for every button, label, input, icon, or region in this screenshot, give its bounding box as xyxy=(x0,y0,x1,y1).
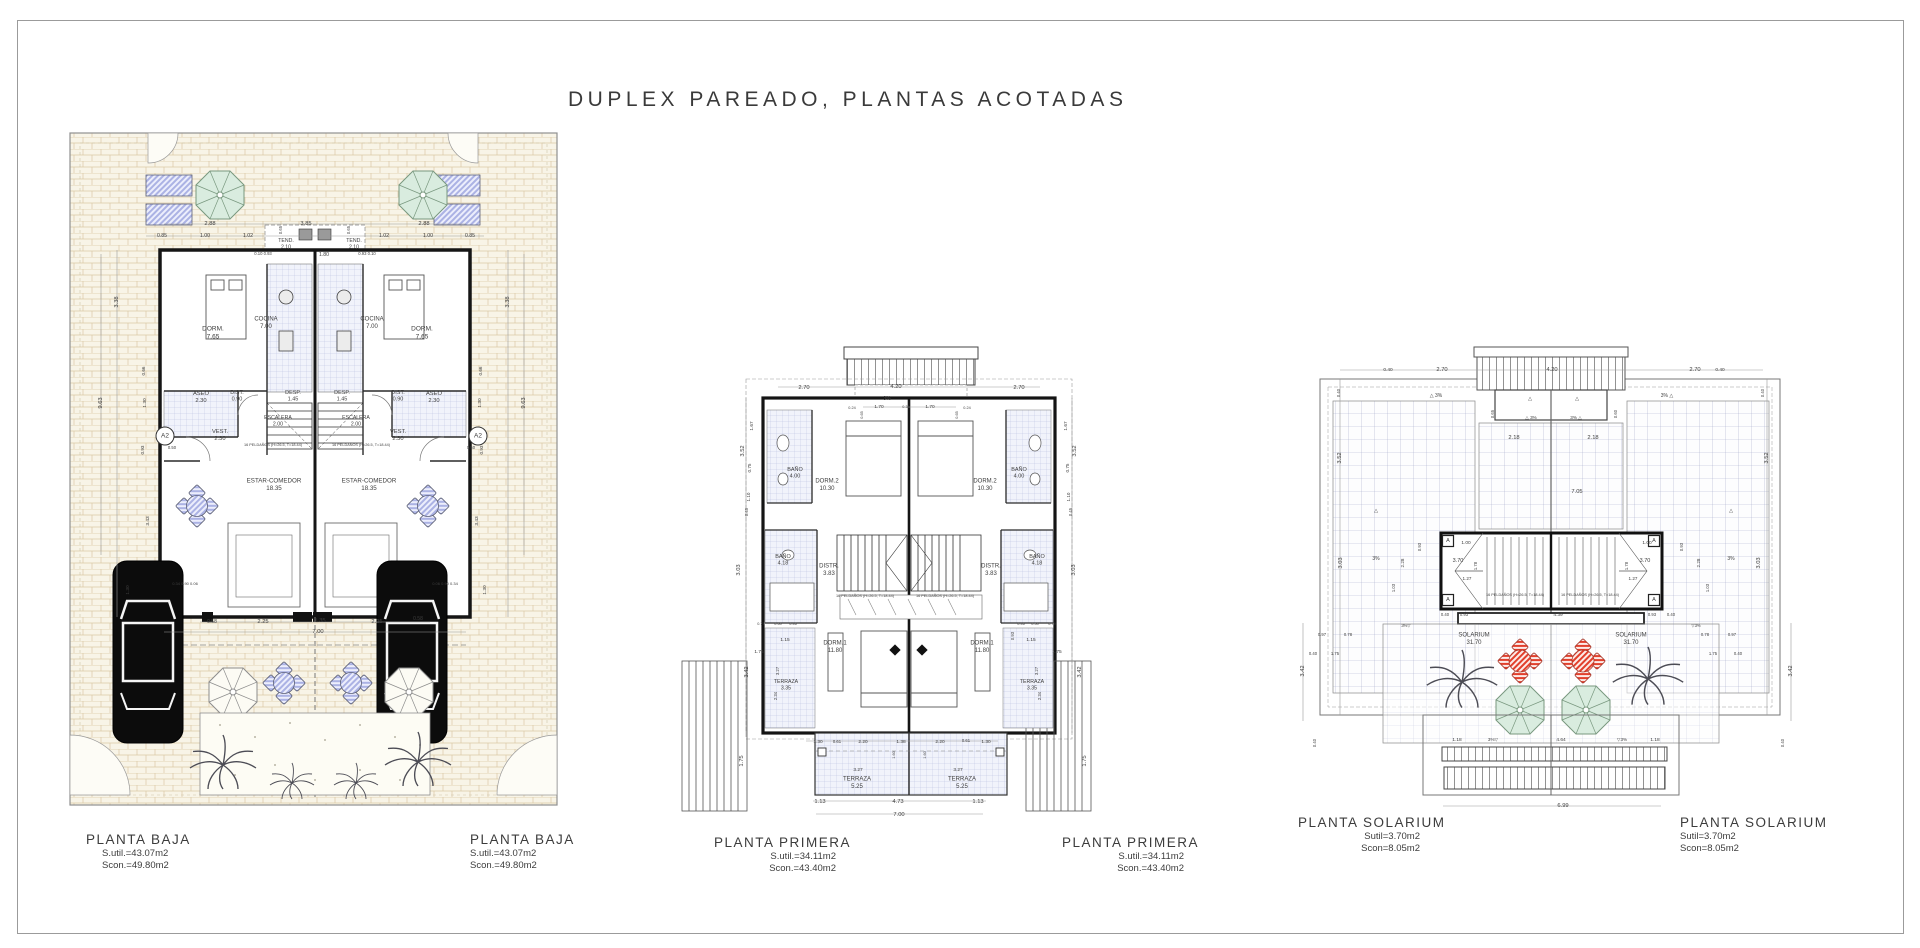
dim-label: 0.40 xyxy=(1666,612,1676,618)
dim-label: 6.99 xyxy=(1557,802,1569,809)
plan-planta-baja xyxy=(60,125,565,840)
dim-label: △ xyxy=(1374,508,1378,514)
dim-label: 1.60 xyxy=(891,751,896,759)
room-label: ESTAR-COMEDOR 18.35 xyxy=(246,477,302,492)
dim-label: 0.78 xyxy=(1700,632,1710,638)
dim-label: 2.70 xyxy=(1689,366,1701,373)
dim-label: 3.42 xyxy=(743,666,750,678)
dim-label: 3% xyxy=(1372,556,1380,562)
room-label: ESTAR-COMEDOR 18.35 xyxy=(341,477,397,492)
dim-label: 1.75 xyxy=(754,649,764,655)
dim-label: 0.66 xyxy=(478,366,484,376)
dim-label: 3% △ xyxy=(1570,415,1582,421)
dim-label: 2.18 xyxy=(1508,434,1520,441)
dim-label: 0.40 xyxy=(1312,738,1318,748)
umbrella-icon xyxy=(209,668,257,716)
room-label: COCINA 7.00 xyxy=(254,315,278,330)
dim-label: 0.10 0.93 xyxy=(254,251,272,257)
dim-label: 7.00 xyxy=(893,811,905,818)
room-label: DORM.2 10.30 xyxy=(815,477,839,492)
dim-label: 2.28 xyxy=(1696,558,1702,568)
dim-label: 0.65 xyxy=(1490,409,1496,419)
caption-line: Scon.=43.40m2 xyxy=(1117,863,1184,874)
dim-label: 0.40 xyxy=(1440,612,1450,618)
caption-line: S.util.=34.11m2 xyxy=(1118,851,1184,862)
dim-label: 0.40 xyxy=(1383,367,1393,373)
room-label: DORM.1 11.80 xyxy=(970,639,994,654)
dim-label: A2 xyxy=(161,432,169,440)
dim-label: 0.24 xyxy=(848,405,856,410)
dim-label: 0.65 xyxy=(954,411,959,419)
dim-label: 2.18 xyxy=(1587,434,1599,441)
dim-label: A xyxy=(1446,537,1450,544)
dim-label: 0.61 xyxy=(961,738,971,744)
dim-label: △ xyxy=(1528,396,1532,402)
dim-label: 0.34 0.90 0.06 xyxy=(172,581,198,587)
dim-label: 0.93 xyxy=(1010,631,1016,641)
room-label: DORM. 7.65 xyxy=(202,325,224,341)
dim-label: 0.79 xyxy=(1048,621,1056,626)
section-marker xyxy=(156,427,174,445)
dim-label: 3% xyxy=(883,395,891,402)
dim-label: 1.00 xyxy=(422,232,434,239)
room-label: COCINA 7.00 xyxy=(360,315,384,330)
room-label: DISTR. 3.83 xyxy=(819,562,839,577)
dim-label: 3.52 xyxy=(739,445,746,457)
dim-label: 0.40 xyxy=(1336,388,1342,398)
room-label: BAÑO 4.18 xyxy=(775,553,791,567)
dim-label: 0.66 xyxy=(141,366,147,376)
dim-label: 1.03 xyxy=(1705,583,1711,593)
dim-label: 0.60 xyxy=(1613,409,1619,419)
dim-label: 0.06 0.90 0.34 xyxy=(432,581,458,587)
dim-label: 3.38 xyxy=(504,296,511,308)
caption-line: Scon=8.05m2 xyxy=(1361,843,1420,854)
dim-label: 0.97 xyxy=(1727,632,1737,638)
dim-label: 1.18 xyxy=(1452,737,1462,743)
dim-label: 0.75 xyxy=(747,463,753,473)
pergola-hatch xyxy=(1442,747,1667,761)
section-marker xyxy=(1443,536,1454,547)
room-label: VEST. 2.30 xyxy=(211,428,229,442)
dim-label: 0.31 xyxy=(902,404,910,409)
caption-line: S.util.=34.11m2 xyxy=(770,851,836,862)
dim-label: 1.03 xyxy=(1391,583,1397,593)
dim-label: 1.75 xyxy=(738,755,745,767)
dim-label: 1.78 xyxy=(1473,561,1479,571)
dim-label: 2.34 xyxy=(1037,691,1043,701)
room-label: BAÑO 4.18 xyxy=(1029,553,1045,567)
dim-label: 1.13 xyxy=(972,798,984,805)
dim-label: 2.88 xyxy=(418,220,430,227)
room-label: TEND. 2.10 xyxy=(346,237,362,250)
room-label: ESCALERA 2.00 xyxy=(342,414,370,427)
section-marker xyxy=(1649,536,1660,547)
room-label: VEST. 2.30 xyxy=(389,428,407,442)
dim-label: 1.10 xyxy=(746,492,752,502)
dim-label: 0.40 xyxy=(1760,388,1766,398)
dim-label: △ xyxy=(1729,508,1733,514)
dim-label: 2.25 xyxy=(257,618,269,625)
dim-label: 3.52 xyxy=(1071,445,1078,457)
caption-line: S.util.=43.07m2 xyxy=(102,848,169,859)
dim-label: 0.65 xyxy=(278,225,284,235)
dim-label: 0.40 xyxy=(1733,651,1743,657)
dim-label: 0.85 xyxy=(464,232,476,239)
dim-label: 0.50 xyxy=(466,445,476,451)
dim-label: 1.30 xyxy=(142,398,148,408)
dim-label: 0.58 xyxy=(207,619,217,625)
room-label: TEND. 2.10 xyxy=(278,237,294,250)
dim-label: 0.97 xyxy=(1317,632,1327,638)
room-label: SOLARIUM 31.70 xyxy=(1615,631,1647,646)
caption-title: PLANTA BAJA xyxy=(86,832,191,847)
dim-label: 3.27 xyxy=(953,767,963,773)
dim-label: 4.20 xyxy=(1546,366,1558,373)
dim-label: 4.20 xyxy=(890,383,902,390)
section-marker xyxy=(469,427,487,445)
dim-label: 0.79 xyxy=(757,621,765,626)
dim-label: 0.85 xyxy=(156,232,168,239)
dim-label: △ 3% xyxy=(1429,393,1443,399)
umbrella-icon xyxy=(385,668,433,716)
dim-label: 3.03 xyxy=(735,564,742,576)
room-label: TERRAZA 3.35 xyxy=(1019,678,1045,691)
dim-label: 1.80 xyxy=(318,251,330,258)
umbrella-icon xyxy=(399,171,447,219)
dim-label: 3.27 xyxy=(853,767,863,773)
room-label: SOLARIUM 31.70 xyxy=(1458,631,1490,646)
section-marker xyxy=(1443,595,1454,606)
plan-planta-primera xyxy=(578,283,1195,833)
caption-line: Scon.=49.80m2 xyxy=(102,860,169,871)
dim-label: 9.63 xyxy=(520,397,527,409)
room-label: TERRAZA 5.25 xyxy=(842,775,872,790)
dim-label: 16 PELDAÑOS (H=26.5, T=18.44) xyxy=(331,442,391,447)
caption-planta-baja-left xyxy=(86,832,191,871)
caption-title: PLANTA PRIMERA xyxy=(714,835,852,850)
dim-label: 0.45 xyxy=(744,507,750,517)
caption-line: Scon.=49.80m2 xyxy=(470,860,537,871)
dim-label: 1.30 xyxy=(125,585,131,595)
dim-label: 1.75 xyxy=(1081,755,1088,767)
room-label: BAÑO 4.00 xyxy=(787,466,803,480)
dim-label: 0.40 xyxy=(1780,738,1786,748)
room-label: DORM.2 10.30 xyxy=(973,477,997,492)
dim-label: 1.75 xyxy=(1330,651,1340,657)
dim-label: 0.40 xyxy=(1715,367,1725,373)
room-label: ASEO 2.30 xyxy=(192,390,210,404)
car-icon xyxy=(113,561,183,743)
dim-label: 3%▽ xyxy=(1401,623,1411,629)
dim-label: 1.27 xyxy=(1628,576,1638,582)
section-marker xyxy=(1649,595,1660,606)
dim-label: 1.78 xyxy=(1624,561,1630,571)
dim-label: 7.00 xyxy=(312,628,324,635)
dim-label: 2.25 xyxy=(371,618,383,625)
dim-label: 0.93 xyxy=(1679,542,1685,552)
dim-label: 0.93 xyxy=(479,445,485,455)
dim-label: 3.52 xyxy=(1336,452,1343,464)
caption-line: Scon=8.05m2 xyxy=(1680,843,1739,854)
dim-label: 2.28 xyxy=(1400,558,1406,568)
dim-label: 0.93 xyxy=(140,445,146,455)
dim-label: 1.18 xyxy=(1650,737,1660,743)
dim-label: 0.93 0.10 xyxy=(358,251,376,257)
room-label: DORM.1 11.80 xyxy=(823,639,847,654)
dim-label: 4.64 xyxy=(1556,737,1566,743)
dim-label: 0.93 xyxy=(1459,612,1469,618)
dim-label: 16 PELDAÑOS (H=26.5, T=18.44) xyxy=(915,593,975,598)
dim-label: 1.70 xyxy=(925,404,935,410)
dim-label: 3.52 xyxy=(1763,452,1770,464)
terrace-tiles xyxy=(815,733,1007,795)
caption-line: S.util.=43.07m2 xyxy=(470,848,537,859)
dim-label: 4.73 xyxy=(892,798,904,805)
dim-label: 7.05 xyxy=(1571,488,1583,495)
dim-label: A xyxy=(1446,596,1450,603)
dim-label: 1.02 xyxy=(242,232,254,239)
dim-label: 0.75 xyxy=(1065,463,1071,473)
dim-label: 0.65 xyxy=(346,225,352,235)
washer-icon xyxy=(318,229,331,240)
dim-label: 3.43 xyxy=(145,516,151,526)
umbrella-icon xyxy=(1562,686,1610,734)
dim-label: 1.75 xyxy=(1708,651,1718,657)
dim-label: 0.60 xyxy=(774,621,782,626)
umbrella-icon xyxy=(196,171,244,219)
dim-label: 1.02 xyxy=(378,232,390,239)
room-label: DIST. 0.90 xyxy=(391,389,405,403)
planta-solarium-drawing xyxy=(1283,283,1818,808)
dim-label: 1.38 xyxy=(896,739,906,745)
drawing-title: DUPLEX PAREADO, PLANTAS ACOTADAS xyxy=(568,88,1128,111)
dim-label: 3.42 xyxy=(1299,665,1306,677)
caption-planta-primera-left xyxy=(714,835,852,874)
room-label: BAÑO 4.00 xyxy=(1011,466,1027,480)
dim-label: 3.27 xyxy=(1034,666,1040,676)
caption-title: PLANTA SOLARIUM xyxy=(1680,815,1828,830)
dim-label: 3.70 xyxy=(1452,557,1464,564)
dim-label: 0.61 xyxy=(832,739,842,745)
dim-label: 3.85 xyxy=(300,220,312,227)
dim-label: 3.43 xyxy=(474,516,480,526)
dim-label: 0.46 xyxy=(1017,621,1025,626)
room-label: DESP. 1.45 xyxy=(285,389,301,403)
dim-label: 16 PELDAÑOS (H=26.5, T=18.44) xyxy=(1560,592,1620,597)
dim-label: 0.78 xyxy=(1343,632,1353,638)
dim-label: 0.50 xyxy=(167,445,177,451)
dim-label: 3.42 xyxy=(1076,666,1083,678)
washer-icon xyxy=(299,229,312,240)
dim-label: 3.03 xyxy=(1337,557,1344,569)
dim-label: 1.30 xyxy=(477,398,483,408)
dim-label: 2.70 xyxy=(1436,366,1448,373)
dim-label: 3% △ xyxy=(1660,393,1674,399)
dim-label: 1.67 xyxy=(1063,421,1069,431)
plan-planta-solarium xyxy=(1283,283,1818,808)
dim-label: 9.63 xyxy=(97,397,104,409)
dim-label: 0.46 xyxy=(789,621,797,626)
caption-planta-baja-right xyxy=(470,832,575,871)
dim-label: 3%▽ xyxy=(1487,737,1499,743)
caption-line: Scon.=43.40m2 xyxy=(769,863,836,874)
dim-label: 1.30 xyxy=(813,739,823,745)
room-label: TERRAZA 5.25 xyxy=(947,775,977,790)
dim-label: 1.00 xyxy=(199,232,211,239)
dim-label: 1.10 xyxy=(1066,492,1072,502)
umbrella-icon xyxy=(1496,686,1544,734)
dim-label: A xyxy=(1652,537,1656,544)
dim-label: 0.45 xyxy=(1068,507,1074,517)
room-label: DIST. 0.90 xyxy=(230,389,244,403)
room-label: DESP. 1.45 xyxy=(334,389,350,403)
dim-label: ▽3% xyxy=(1691,623,1701,629)
dim-label: 3.38 xyxy=(113,296,120,308)
dim-label: 1.15 xyxy=(780,637,790,643)
dim-label: 1.00 xyxy=(1642,540,1652,546)
dim-label: 2.88 xyxy=(204,220,216,227)
dim-label: 3% xyxy=(1727,556,1735,562)
room-label: ESCALERA 2.00 xyxy=(264,414,292,427)
dim-label: 0.93 xyxy=(1417,542,1423,552)
dim-label: 1.30 xyxy=(981,739,991,745)
dim-label: 3.27 xyxy=(775,666,781,676)
dim-label: 3.03 xyxy=(1755,557,1762,569)
dim-label: 4.39 xyxy=(1553,612,1563,618)
caption-line: Sutil=3.70m2 xyxy=(1680,831,1736,842)
caption-title: PLANTA BAJA xyxy=(470,832,575,847)
dim-label: ▽3% xyxy=(1616,737,1628,743)
caption-title: PLANTA PRIMERA xyxy=(1062,835,1200,850)
dim-label: △ 3% xyxy=(1525,415,1537,421)
dim-label: 1.15 xyxy=(1026,637,1036,643)
dim-label: 2.20 xyxy=(935,739,945,745)
dim-label: 1.70 xyxy=(874,404,884,410)
dim-label: 0.65 xyxy=(859,411,864,419)
dim-label: 1.67 xyxy=(749,421,755,431)
dim-label: 2.20 xyxy=(858,739,868,745)
dim-label: 2.70 xyxy=(798,384,810,391)
dim-label: 2.70 xyxy=(1013,384,1025,391)
dim-label: 1.00 xyxy=(1461,540,1471,546)
caption-line: Sutil=3.70m2 xyxy=(1364,831,1420,842)
planta-baja-drawing xyxy=(60,125,565,840)
pergola-hatch xyxy=(1477,357,1625,390)
dim-label: 1.27 xyxy=(1462,576,1472,582)
dim-label: 0.50 xyxy=(1031,621,1039,626)
caption-planta-solarium-right xyxy=(1680,815,1828,854)
dim-label: 3.03 xyxy=(1070,564,1077,576)
room-label: ASEO 2.30 xyxy=(425,390,443,404)
caption-title: PLANTA SOLARIUM xyxy=(1298,815,1446,830)
dim-label: 1.35 xyxy=(314,617,326,624)
caption-planta-solarium-left xyxy=(1298,815,1446,854)
dim-label: A2 xyxy=(474,432,482,440)
planta-primera-drawing xyxy=(578,283,1195,833)
dim-label: 1.75 xyxy=(1052,649,1062,655)
dim-label: 1.13 xyxy=(814,798,826,805)
dim-label: △ xyxy=(1575,396,1579,402)
dim-label: 16 PELDAÑOS (H=26.5, T=18.44) xyxy=(243,442,303,447)
room-label: DISTR. 3.83 xyxy=(981,562,1001,577)
dim-label: 0.93 xyxy=(1647,612,1657,618)
dim-label: 0.40 xyxy=(1308,651,1318,657)
room-label: TERRAZA 3.35 xyxy=(773,678,799,691)
pergola-hatch xyxy=(1444,767,1665,789)
room-label: DORM. 7.65 xyxy=(411,325,433,341)
dim-label: 3.42 xyxy=(1787,665,1794,677)
dim-label: 3.70 xyxy=(1639,557,1651,564)
dim-label: 1.60 xyxy=(922,751,927,759)
dim-label: 0.58 xyxy=(413,616,423,622)
dim-label: 0.24 xyxy=(963,405,971,410)
dim-label: A xyxy=(1652,596,1656,603)
dim-label: 2.34 xyxy=(773,691,779,701)
dim-label: 1.30 xyxy=(482,585,488,595)
dim-label: 16 PELDAÑOS (H=26.5, T=18.44) xyxy=(1485,592,1545,597)
caption-planta-primera-right xyxy=(1062,835,1200,874)
balcony-hatch xyxy=(847,359,975,385)
dim-label: 16 PELDAÑOS (H=26.5, T=18.44) xyxy=(835,593,895,598)
